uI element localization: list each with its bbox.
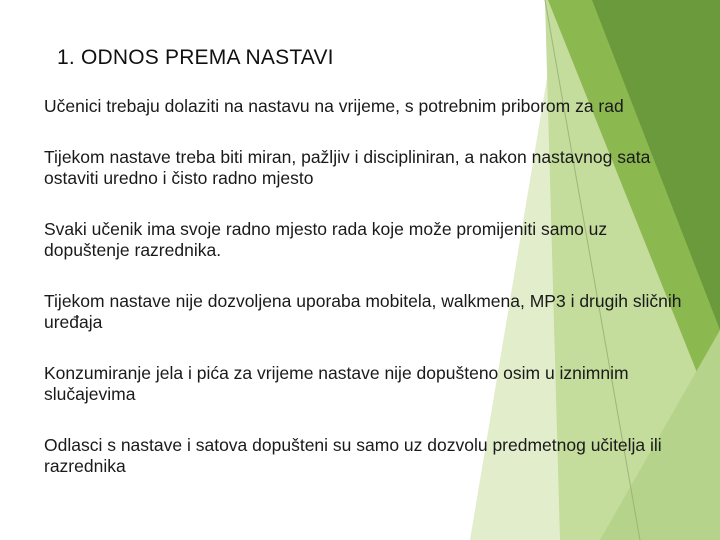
- bullet-list: [44, 96, 684, 507]
- bullet-item: Učenici trebaju dolaziti na nastavu na vrijeme, s potrebnim priborom za rad: [44, 96, 624, 116]
- bullet-item: Tijekom nastave treba biti miran, pažljiv i discipliniran, a nakon nastavnog sata ostaviti uredno i čisto radno mjesto: [44, 147, 651, 188]
- bullet-item: Odlasci s nastave i satova dopušteni su samo uz dozvolu predmetnog učitelja ili razrednika: [44, 435, 662, 476]
- bullet-item: Konzumiranje jela i pića za vrijeme nastave nije dopušteno osim u iznimnim slučajevima: [44, 363, 629, 404]
- bullet-item: Tijekom nastave nije dozvoljena uporaba mobitela, walkmena, MP3 i drugih sličnih uređaja: [44, 291, 682, 332]
- slide-title: 1. ODNOS PREMA NASTAVI: [57, 46, 334, 69]
- bullet-item: Svaki učenik ima svoje radno mjesto rada koje može promijeniti samo uz dopuštenje razrednika.: [44, 219, 608, 260]
